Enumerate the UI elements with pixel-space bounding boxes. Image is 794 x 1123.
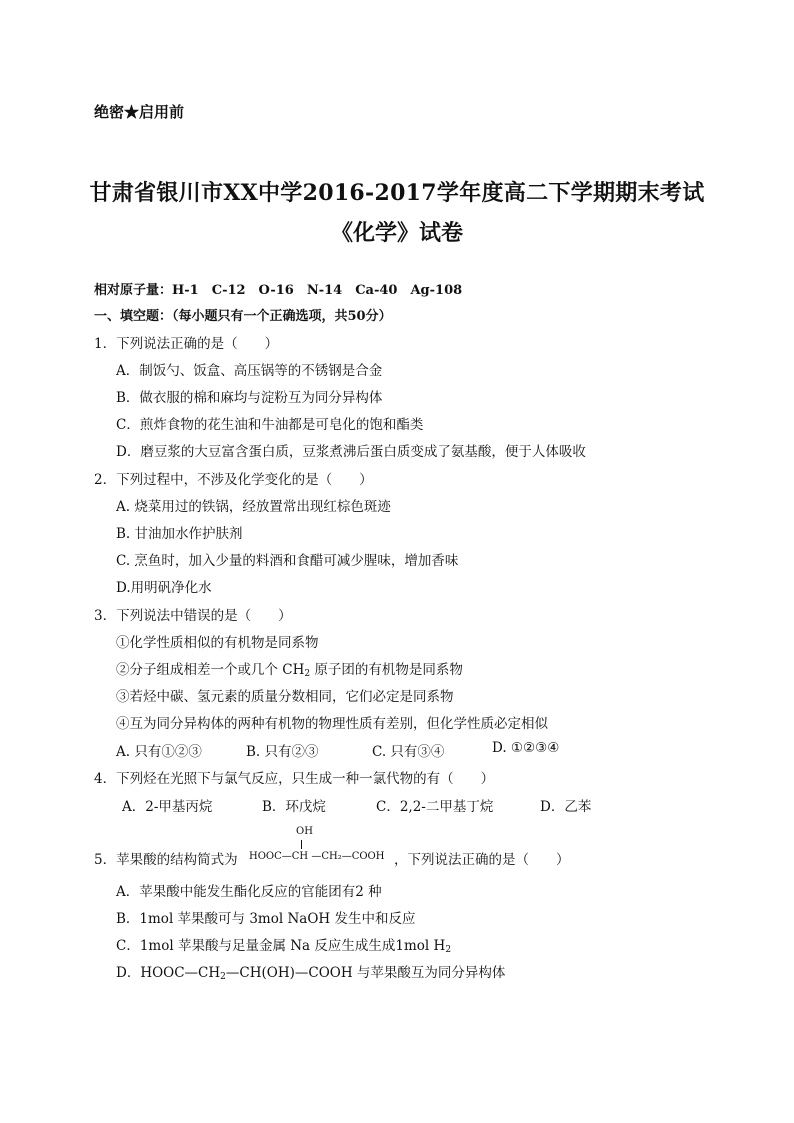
question-4-option-c: C．2,2-二甲基丁烷 bbox=[376, 799, 494, 815]
exam-subtitle: 《化学》试卷 bbox=[330, 220, 463, 246]
question-2-option-a: A. 烧菜用过的铁锅，经放置常出现红棕色斑迹 bbox=[116, 499, 391, 515]
question-5-option-c: C．1mol 苹果酸与足量金属 Na 反应生成生成1mol $H_2$ bbox=[116, 938, 452, 955]
question-3-stem: 3．下列说法中错误的是（ ） bbox=[94, 608, 292, 624]
question-3-option-b: B. 只有②③ bbox=[246, 744, 319, 760]
question-3-statement-1: ①化学性质相似的有机物是同系物 bbox=[116, 635, 319, 651]
question-5-stem-before: 5．苹果酸的结构简式为 bbox=[94, 852, 238, 868]
question-3-statement-2: ②分子组成相差一个或几个 $CH_2$ 原子团的有机物是同系物 bbox=[116, 662, 463, 679]
question-3-statement-3: ③若烃中碳、氢元素的质量分数相同，它们必定是同系物 bbox=[116, 689, 454, 705]
question-5-option-a: A．苹果酸中能发生酯化反应的官能团有2 种 bbox=[116, 884, 382, 900]
question-1-option-d: D．磨豆浆的大豆富含蛋白质，豆浆煮沸后蛋白质变成了氨基酸，便于人体吸收 bbox=[116, 444, 586, 460]
question-2-stem: 2．下列过程中，不涉及化学变化的是（ ） bbox=[94, 472, 373, 488]
secret-label: 绝密★启用前 bbox=[94, 103, 185, 121]
question-3-statement-4: ④互为同分异构体的两种有机物的物理性质有差别，但化学性质必定相似 bbox=[116, 716, 548, 732]
question-3-option-a: A. 只有①②③ bbox=[116, 744, 202, 760]
section-title: 一、填空题：（每小题只有一个正确选项，共50分） bbox=[94, 309, 392, 324]
question-4-option-b: B．环戊烷 bbox=[262, 799, 326, 815]
question-3-option-c: C. 只有③④ bbox=[372, 744, 445, 760]
exam-title: 甘肃省银川市XX中学2016-2017学年度高二下学期期末考试 bbox=[89, 180, 705, 206]
question-3-option-d: D. ①②③④ bbox=[492, 740, 560, 756]
question-4-stem: 4．下列烃在光照下与氯气反应，只生成一种一氯代物的有（ ） bbox=[94, 771, 495, 787]
atomic-masses: 相对原子量：H-1 C-12 O-16 N-14 Ca-40 Ag-108 bbox=[94, 283, 463, 298]
question-1-stem: 1．下列说法正确的是（ ） bbox=[94, 336, 279, 352]
question-4-option-a: A．2-甲基丙烷 bbox=[122, 799, 213, 815]
question-5-option-d: D．$HOOC—CH_2—CH(OH)—COOH$ 与苹果酸互为同分异构体 bbox=[116, 965, 506, 982]
question-5-stem-after: ，下列说法正确的是（ ） bbox=[394, 852, 570, 868]
question-1-option-c: C．煎炸食物的花生油和牛油都是可皂化的饱和酯类 bbox=[116, 417, 424, 433]
question-2-option-d: D.用明矾净化水 bbox=[116, 580, 212, 596]
question-2-option-c: C. 烹鱼时，加入少量的料酒和食醋可减少腥味，增加香味 bbox=[116, 553, 459, 569]
question-4-option-d: D．乙苯 bbox=[540, 799, 592, 815]
question-2-option-b: B. 甘油加水作护肤剂 bbox=[116, 526, 243, 542]
malic-acid-formula: HOOC—CH —CH₂—COOH bbox=[249, 851, 385, 862]
malic-acid-bond-line bbox=[301, 840, 302, 849]
malic-acid-oh-group: OH bbox=[296, 826, 313, 837]
question-5-option-b: B．1mol 苹果酸可与 3mol NaOH 发生中和反应 bbox=[116, 911, 416, 927]
question-1-option-a: A．制饭勺、饭盒、高压锅等的不锈钢是合金 bbox=[116, 363, 383, 379]
question-1-option-b: B．做衣服的棉和麻均与淀粉互为同分异构体 bbox=[116, 390, 383, 406]
